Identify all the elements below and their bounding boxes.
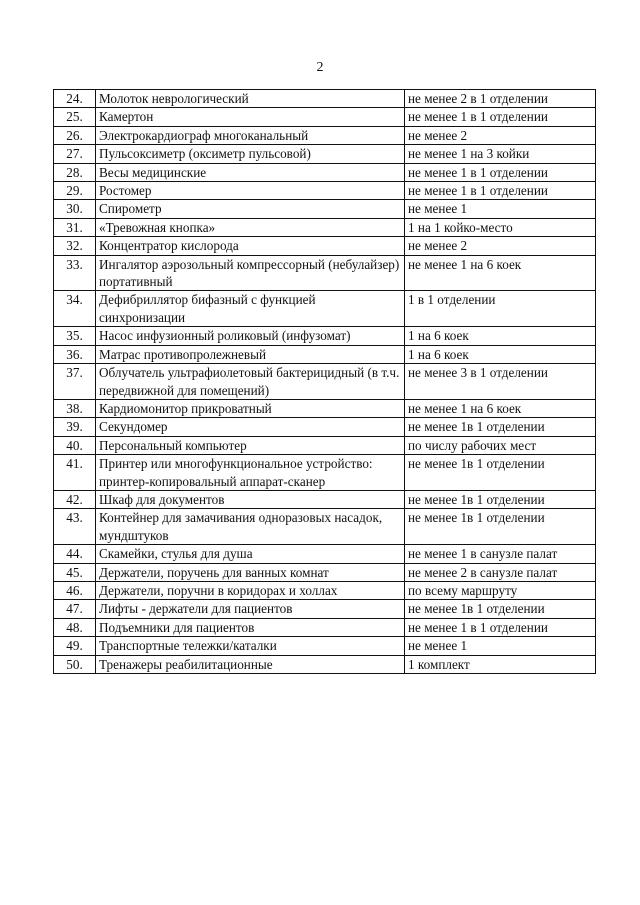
equipment-name: Электрокардиограф многоканальный xyxy=(96,126,405,144)
table-row xyxy=(54,455,596,491)
row-number: 37. xyxy=(54,364,96,400)
equipment-quantity: не менее 1 на 3 койки xyxy=(405,145,596,163)
equipment-name: Камертон xyxy=(96,108,405,126)
row-number: 27. xyxy=(54,145,96,163)
equipment-quantity: 1 комплект xyxy=(405,655,596,673)
equipment-quantity: не менее 2 xyxy=(405,126,596,144)
table-row xyxy=(54,126,596,144)
table-row xyxy=(54,108,596,126)
equipment-quantity: не менее 1в 1 отделении xyxy=(405,455,596,491)
table-row xyxy=(54,418,596,436)
equipment-quantity: 1 на 6 коек xyxy=(405,345,596,363)
equipment-name: Молоток неврологический xyxy=(96,90,405,108)
equipment-quantity: не менее 1 xyxy=(405,200,596,218)
row-number: 50. xyxy=(54,655,96,673)
equipment-quantity: не менее 1 в 1 отделении xyxy=(405,108,596,126)
equipment-quantity: не менее 1 xyxy=(405,637,596,655)
equipment-name: «Тревожная кнопка» xyxy=(96,218,405,236)
equipment-quantity: не менее 1в 1 отделении xyxy=(405,509,596,545)
equipment-name: Концентратор кислорода xyxy=(96,237,405,255)
table-row xyxy=(54,145,596,163)
table-row xyxy=(54,163,596,181)
row-number: 47. xyxy=(54,600,96,618)
page-number: 2 xyxy=(316,60,324,75)
equipment-name: Ростомер xyxy=(96,182,405,200)
equipment-quantity: по всему маршруту xyxy=(405,581,596,599)
equipment-quantity: не менее 1в 1 отделении xyxy=(405,490,596,508)
equipment-name: Держатели, поручень для ванных комнат xyxy=(96,563,405,581)
row-number: 24. xyxy=(54,90,96,108)
row-number: 36. xyxy=(54,345,96,363)
table-row xyxy=(54,600,596,618)
row-number: 45. xyxy=(54,563,96,581)
table-row xyxy=(54,581,596,599)
equipment-name: Транспортные тележки/каталки xyxy=(96,637,405,655)
equipment-name: Шкаф для документов xyxy=(96,490,405,508)
equipment-quantity: 1 в 1 отделении xyxy=(405,291,596,327)
row-number: 43. xyxy=(54,509,96,545)
row-number: 35. xyxy=(54,327,96,345)
equipment-name: Насос инфузионный роликовый (инфузомат) xyxy=(96,327,405,345)
equipment-quantity: не менее 1в 1 отделении xyxy=(405,600,596,618)
table-row xyxy=(54,237,596,255)
row-number: 28. xyxy=(54,163,96,181)
table-row xyxy=(54,399,596,417)
row-number: 29. xyxy=(54,182,96,200)
equipment-name: Принтер или многофункциональное устройство: принтер-копировальный аппарат-сканер xyxy=(96,455,405,491)
equipment-quantity: не менее 1в 1 отделении xyxy=(405,418,596,436)
equipment-table-body xyxy=(54,90,596,674)
equipment-quantity: не менее 1 в 1 отделении xyxy=(405,182,596,200)
equipment-quantity: 1 на 6 коек xyxy=(405,327,596,345)
equipment-quantity: по числу рабочих мест xyxy=(405,436,596,454)
table-row xyxy=(54,364,596,400)
equipment-name: Контейнер для замачивания одноразовых насадок, мундштуков xyxy=(96,509,405,545)
equipment-quantity: не менее 1 в 1 отделении xyxy=(405,163,596,181)
equipment-name: Подъемники для пациентов xyxy=(96,618,405,636)
row-number: 33. xyxy=(54,255,96,291)
table-row xyxy=(54,655,596,673)
table-row xyxy=(54,563,596,581)
equipment-quantity: не менее 2 в 1 отделении xyxy=(405,90,596,108)
equipment-name: Пульсоксиметр (оксиметр пульсовой) xyxy=(96,145,405,163)
equipment-name: Весы медицинские xyxy=(96,163,405,181)
equipment-name: Ингалятор аэрозольный компрессорный (небулайзер) портативный xyxy=(96,255,405,291)
equipment-name: Держатели, поручни в коридорах и холлах xyxy=(96,581,405,599)
equipment-table xyxy=(53,89,596,674)
table-row xyxy=(54,90,596,108)
row-number: 41. xyxy=(54,455,96,491)
equipment-name: Лифты - держатели для пациентов xyxy=(96,600,405,618)
row-number: 32. xyxy=(54,237,96,255)
equipment-quantity: 1 на 1 койко-место xyxy=(405,218,596,236)
equipment-name: Персональный компьютер xyxy=(96,436,405,454)
table-row xyxy=(54,255,596,291)
row-number: 31. xyxy=(54,218,96,236)
equipment-quantity: не менее 3 в 1 отделении xyxy=(405,364,596,400)
equipment-name: Скамейки, стулья для душа xyxy=(96,545,405,563)
row-number: 39. xyxy=(54,418,96,436)
equipment-name: Тренажеры реабилитационные xyxy=(96,655,405,673)
table-row xyxy=(54,291,596,327)
equipment-quantity: не менее 2 xyxy=(405,237,596,255)
row-number: 48. xyxy=(54,618,96,636)
table-row xyxy=(54,218,596,236)
table-row xyxy=(54,545,596,563)
equipment-quantity: не менее 1 в санузле палат xyxy=(405,545,596,563)
row-number: 49. xyxy=(54,637,96,655)
row-number: 40. xyxy=(54,436,96,454)
equipment-name: Матрас противопролежневый xyxy=(96,345,405,363)
equipment-quantity: не менее 1 в 1 отделении xyxy=(405,618,596,636)
row-number: 46. xyxy=(54,581,96,599)
table-row xyxy=(54,200,596,218)
table-row xyxy=(54,327,596,345)
equipment-name: Кардиомонитор прикроватный xyxy=(96,399,405,417)
table-row xyxy=(54,509,596,545)
table-row xyxy=(54,637,596,655)
equipment-quantity: не менее 1 на 6 коек xyxy=(405,255,596,291)
equipment-quantity: не менее 1 на 6 коек xyxy=(405,399,596,417)
row-number: 38. xyxy=(54,399,96,417)
equipment-quantity: не менее 2 в санузле палат xyxy=(405,563,596,581)
row-number: 44. xyxy=(54,545,96,563)
equipment-name: Облучатель ультрафиолетовый бактерицидный (в т.ч. передвижной для помещений) xyxy=(96,364,405,400)
row-number: 42. xyxy=(54,490,96,508)
equipment-name: Дефибриллятор бифазный с функцией синхронизации xyxy=(96,291,405,327)
equipment-name: Спирометр xyxy=(96,200,405,218)
row-number: 26. xyxy=(54,126,96,144)
table-row xyxy=(54,436,596,454)
row-number: 25. xyxy=(54,108,96,126)
equipment-name: Секундомер xyxy=(96,418,405,436)
table-row xyxy=(54,618,596,636)
table-row xyxy=(54,345,596,363)
row-number: 30. xyxy=(54,200,96,218)
table-row xyxy=(54,490,596,508)
row-number: 34. xyxy=(54,291,96,327)
table-row xyxy=(54,182,596,200)
